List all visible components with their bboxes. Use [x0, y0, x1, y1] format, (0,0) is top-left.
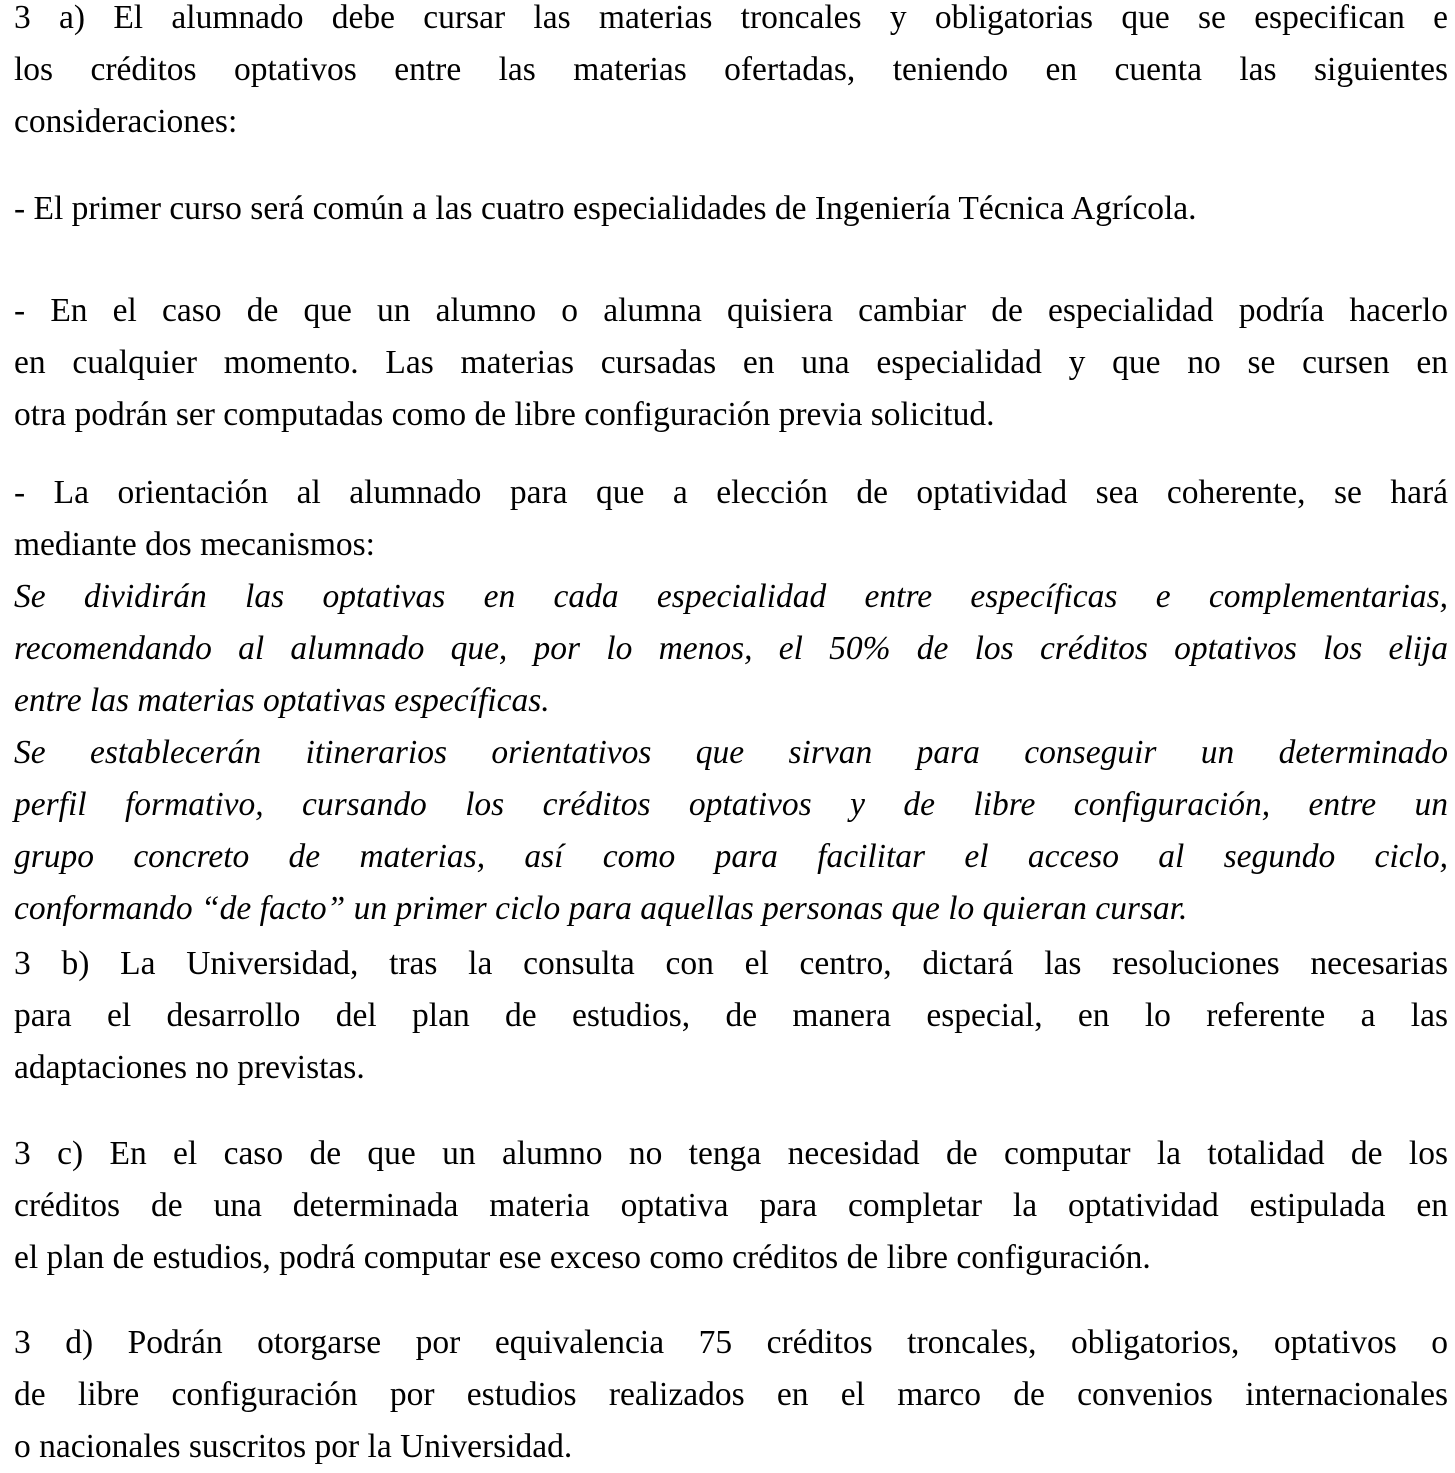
bullet-orientation	[14, 467, 1448, 935]
bullet-change-specialty	[14, 285, 1448, 441]
orientation-mechanism-2-line-1: Se establecerán itinerarios orientativos que sirvan para conseguir un determinado	[14, 734, 1448, 771]
bullet-change-specialty-line-1: - En el caso de que un alumno o alumna quisiera cambiar de especialidad podría hacerlo	[14, 292, 1448, 329]
bullet-change-specialty-line-2: en cualquier momento. Las materias cursadas en una especialidad y que no se cursen en	[14, 344, 1448, 381]
paragraph-3a-line-2: los créditos optativos entre las materias ofertadas, teniendo en cuenta las siguientes	[14, 51, 1448, 88]
orientation-mechanism-2-line-2: perfil formativo, cursando los créditos optativos y de libre configuración, entre un	[14, 786, 1448, 823]
paragraph-3d-line-2: de libre configuración por estudios realizados en el marco de convenios internacionales	[14, 1376, 1448, 1413]
paragraph-3c-line-1: 3 c) En el caso de que un alumno no tenga necesidad de computar la totalidad de los	[14, 1135, 1448, 1172]
bullet-orientation-line-1: - La orientación al alumnado para que a elección de optatividad sea coherente, se hará	[14, 474, 1448, 511]
paragraph-3b	[14, 938, 1448, 1094]
bullet-first-course-line-1: - El primer curso será común a las cuatro especialidades de Ingeniería Técnica Agrícola.	[14, 190, 1197, 227]
paragraph-3b-line-2: para el desarrollo del plan de estudios, de manera especial, en lo referente a las	[14, 997, 1448, 1034]
orientation-mechanism-1-line-1: Se dividirán las optativas en cada especialidad entre específicas e complementarias,	[14, 578, 1448, 615]
paragraph-3c-line-3: el plan de estudios, podrá computar ese exceso como créditos de libre configuración.	[14, 1239, 1151, 1276]
orientation-mechanism-1-line-3: entre las materias optativas específicas.	[14, 682, 550, 719]
orientation-mechanism-1-line-2: recomendando al alumnado que, por lo menos, el 50% de los créditos optativos los elija	[14, 630, 1448, 667]
paragraph-3a-line-3: consideraciones:	[14, 103, 238, 140]
paragraph-3d	[14, 1317, 1448, 1473]
paragraph-3c	[14, 1128, 1448, 1284]
bullet-orientation-line-2: mediante dos mecanismos:	[14, 526, 375, 563]
paragraph-3c-line-2: créditos de una determinada materia optativa para completar la optatividad estipulada en	[14, 1187, 1448, 1224]
paragraph-3a	[14, 0, 1448, 148]
bullet-first-course	[14, 183, 1448, 235]
paragraph-3b-line-3: adaptaciones no previstas.	[14, 1049, 365, 1086]
orientation-mechanism-2-line-3: grupo concreto de materias, así como para facilitar el acceso al segundo ciclo,	[14, 838, 1448, 875]
paragraph-3b-line-1: 3 b) La Universidad, tras la consulta con el centro, dictará las resoluciones necesarias	[14, 945, 1448, 982]
paragraph-3d-line-1: 3 d) Podrán otorgarse por equivalencia 75 créditos troncales, obligatorios, optativos o	[14, 1324, 1448, 1361]
paragraph-3a-line-1: 3 a) El alumnado debe cursar las materias troncales y obligatorias que se especifican e	[14, 0, 1448, 36]
bullet-change-specialty-line-3: otra podrán ser computadas como de libre configuración previa solicitud.	[14, 396, 995, 433]
paragraph-3d-line-3: o nacionales suscritos por la Universidad.	[14, 1428, 573, 1465]
orientation-mechanism-2-line-4: conformando “de facto” un primer ciclo para aquellas personas que lo quieran cursar.	[14, 890, 1188, 927]
